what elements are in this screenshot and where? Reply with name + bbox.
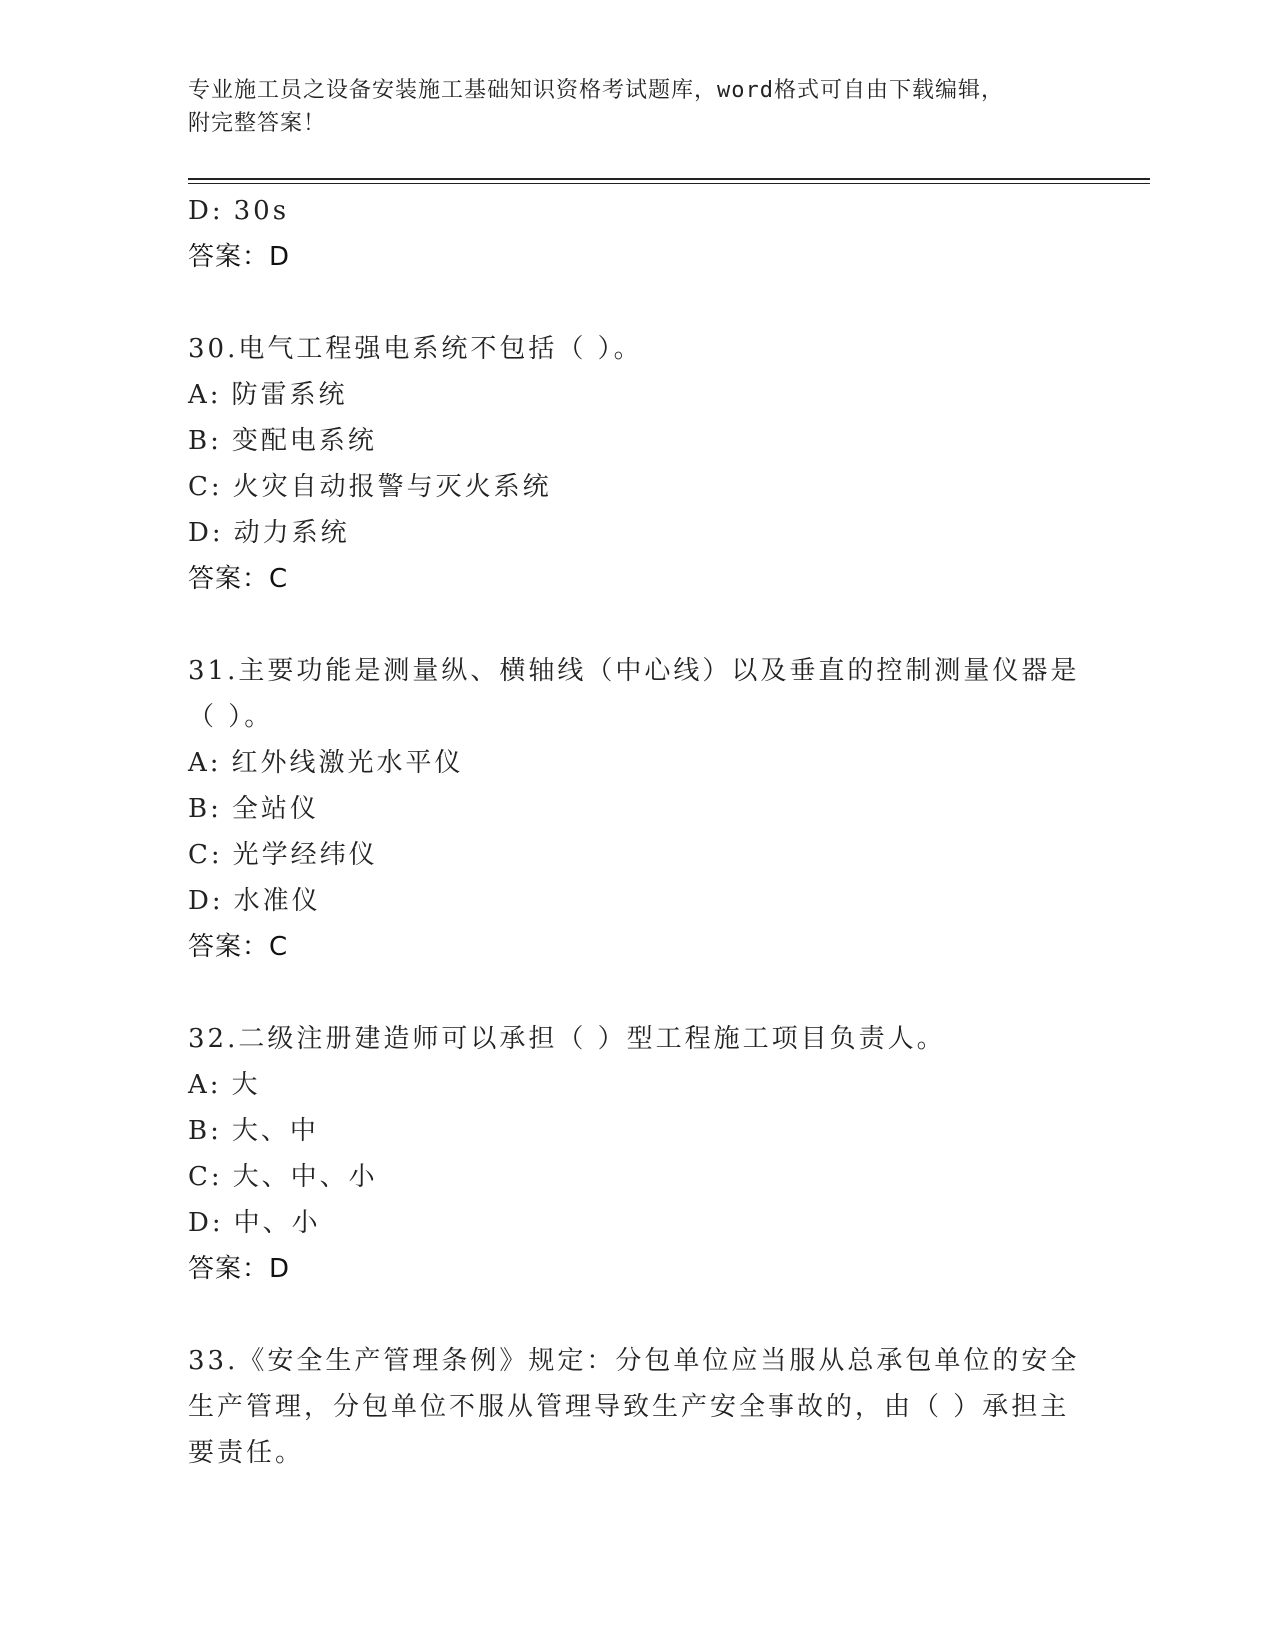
stem-line: 33.《安全生产管理条例》规定：分包单位应当服从总承包单位的安全	[188, 1346, 1080, 1376]
question-stem	[188, 1338, 1088, 1476]
option-key: D:	[188, 1208, 224, 1238]
option-a	[188, 740, 1088, 786]
option-text: 全站仪	[231, 794, 319, 824]
option-key: A:	[188, 1070, 222, 1100]
option-text: 水准仪	[233, 886, 321, 916]
option-text: 光学经纬仪	[232, 840, 378, 870]
document-header	[188, 74, 1068, 140]
option-text: 红外线激光水平仪	[231, 748, 464, 778]
option-c	[188, 832, 1088, 878]
option-key: B:	[188, 794, 222, 824]
option-text: 变配电系统	[231, 426, 377, 456]
option-key: C:	[188, 472, 223, 502]
answer-line: 答案：C	[188, 564, 289, 594]
option-c	[188, 464, 1088, 510]
answer-line: 答案：D	[188, 1254, 291, 1284]
option-key: A:	[188, 748, 222, 778]
option-a	[188, 372, 1088, 418]
stem-line: 要责任。	[188, 1438, 305, 1468]
option-b	[188, 1108, 1088, 1154]
option-d	[188, 1200, 1088, 1246]
option-text: 中、小	[233, 1208, 321, 1238]
header-divider-thin	[188, 183, 1150, 184]
option-d	[188, 510, 1088, 556]
question-32	[188, 1016, 1088, 1292]
option-key: A:	[188, 380, 222, 410]
question-33	[188, 1338, 1088, 1476]
question-stem	[188, 1016, 1088, 1062]
question-30	[188, 326, 1088, 602]
header-line: 附完整答案！	[188, 111, 327, 136]
stem-line: 30.电气工程强电系统不包括（ ）。	[188, 334, 643, 364]
option-text: 30s	[233, 196, 290, 226]
option-key: C:	[188, 840, 223, 870]
question-stem	[188, 326, 1088, 372]
stem-line: 32.二级注册建造师可以承担（ ）型工程施工项目负责人。	[188, 1024, 946, 1054]
option-d	[188, 188, 1088, 234]
answer-line: 答案：D	[188, 242, 291, 272]
option-key: B:	[188, 1116, 222, 1146]
stem-line: 生产管理，分包单位不服从管理导致生产安全事故的，由（ ）承担主	[188, 1392, 1070, 1422]
option-key: C:	[188, 1162, 223, 1192]
option-key: B:	[188, 426, 222, 456]
option-a	[188, 1062, 1088, 1108]
stem-line: （ ）。	[188, 702, 274, 732]
option-key: D:	[188, 196, 224, 226]
option-b	[188, 786, 1088, 832]
option-d	[188, 878, 1088, 924]
option-b	[188, 418, 1088, 464]
header-line: 专业施工员之设备安装施工基础知识资格考试题库，word格式可自由下载编辑，	[188, 78, 1004, 103]
option-text: 大、中	[231, 1116, 319, 1146]
option-c	[188, 1154, 1088, 1200]
stem-line: 31.主要功能是测量纵、横轴线（中心线）以及垂直的控制测量仪器是	[188, 656, 1080, 686]
option-key: D:	[188, 886, 224, 916]
question-stem	[188, 648, 1088, 740]
question-list	[188, 188, 1088, 1476]
header-divider-thick	[188, 178, 1150, 180]
option-text: 动力系统	[233, 518, 350, 548]
option-text: 大	[231, 1070, 261, 1100]
option-text: 火灾自动报警与灭火系统	[232, 472, 552, 502]
option-key: D:	[188, 518, 224, 548]
option-text: 大、中、小	[232, 1162, 378, 1192]
question-31	[188, 648, 1088, 970]
question-fragment	[188, 188, 1088, 280]
answer-line: 答案：C	[188, 932, 289, 962]
option-text: 防雷系统	[231, 380, 348, 410]
